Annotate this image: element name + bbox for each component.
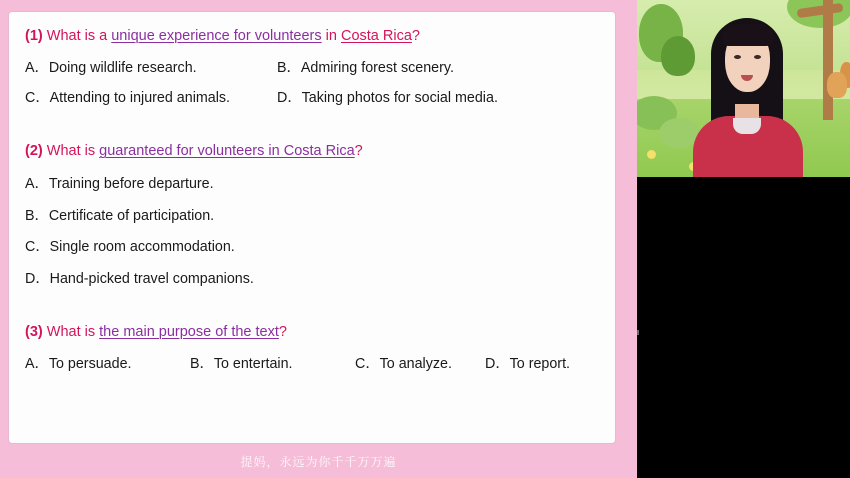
presenter-eye-right xyxy=(754,55,761,59)
presenter-collar xyxy=(733,118,761,134)
option-row-1-bottom xyxy=(25,88,599,109)
tree-icon xyxy=(661,36,695,76)
question-stem-suffix-2: ? xyxy=(354,143,363,160)
question-stem-suffix-3: ? xyxy=(278,323,287,340)
watermark-text: 提妈，永远为你千千万万遍 xyxy=(240,455,397,469)
tree-trunk-icon xyxy=(823,0,833,120)
question-stem-suffix-1: ? xyxy=(411,28,420,44)
presenter-eye-left xyxy=(734,55,741,59)
option-1-d[interactable]: D．Taking photos for social media. xyxy=(277,90,498,107)
option-3-a[interactable]: A．To persuade. xyxy=(25,355,132,372)
teacher-webcam xyxy=(637,0,850,177)
option-1-b[interactable]: B．Admiring forest scenery. xyxy=(277,59,454,76)
question-stem-middle-1: in xyxy=(321,28,341,44)
question-stem-prefix-2: What is xyxy=(46,143,100,160)
option-2-b[interactable]: B．Certificate of participation. xyxy=(25,207,215,224)
question-number-2: (2) xyxy=(25,143,43,160)
question-stem-1 xyxy=(25,26,599,48)
question-stem-2 xyxy=(25,141,599,163)
question-stem-3 xyxy=(25,322,599,344)
presenter-fringe xyxy=(721,24,774,46)
option-3-c[interactable]: C．To analyze. xyxy=(355,355,452,372)
option-1-a[interactable]: A．Doing wildlife research. xyxy=(25,59,197,76)
question-card xyxy=(8,11,616,444)
question-keyphrase-3a: the main purpose of the text xyxy=(99,323,279,340)
option-list-2 xyxy=(25,174,599,290)
question-keyphrase-1a: unique experience for volunteers xyxy=(111,28,322,44)
option-2-a[interactable]: A．Training before departure. xyxy=(25,175,214,192)
edge-artifact xyxy=(637,330,639,335)
spacer-1 xyxy=(25,115,599,141)
question-block-3 xyxy=(25,322,599,374)
squirrel-icon xyxy=(827,72,847,98)
option-3-d[interactable]: D．To report. xyxy=(485,355,571,372)
question-keyphrase-2a: guaranteed for volunteers in Costa Rica xyxy=(99,143,355,160)
option-row-1-top xyxy=(25,58,599,79)
flower-icon xyxy=(647,150,656,159)
question-stem-prefix-3: What is xyxy=(46,323,100,340)
right-panel xyxy=(637,0,850,478)
option-row-3 xyxy=(25,354,599,375)
empty-black-area xyxy=(637,177,850,478)
question-number-1: (1) xyxy=(25,28,43,44)
question-number-3: (3) xyxy=(25,323,43,340)
spacer-2 xyxy=(25,296,599,322)
question-block-2 xyxy=(25,141,599,290)
option-2-d[interactable]: D．Hand-picked travel companions. xyxy=(25,271,254,288)
question-stem-prefix-1: What is a xyxy=(46,28,112,44)
question-keyphrase-1b: Costa Rica xyxy=(340,28,412,44)
option-2-c[interactable]: C．Single room accommodation. xyxy=(25,239,235,256)
question-block-1 xyxy=(25,26,599,109)
option-1-c[interactable]: C．Attending to injured animals. xyxy=(25,90,231,107)
option-3-b[interactable]: B．To entertain. xyxy=(190,355,293,372)
